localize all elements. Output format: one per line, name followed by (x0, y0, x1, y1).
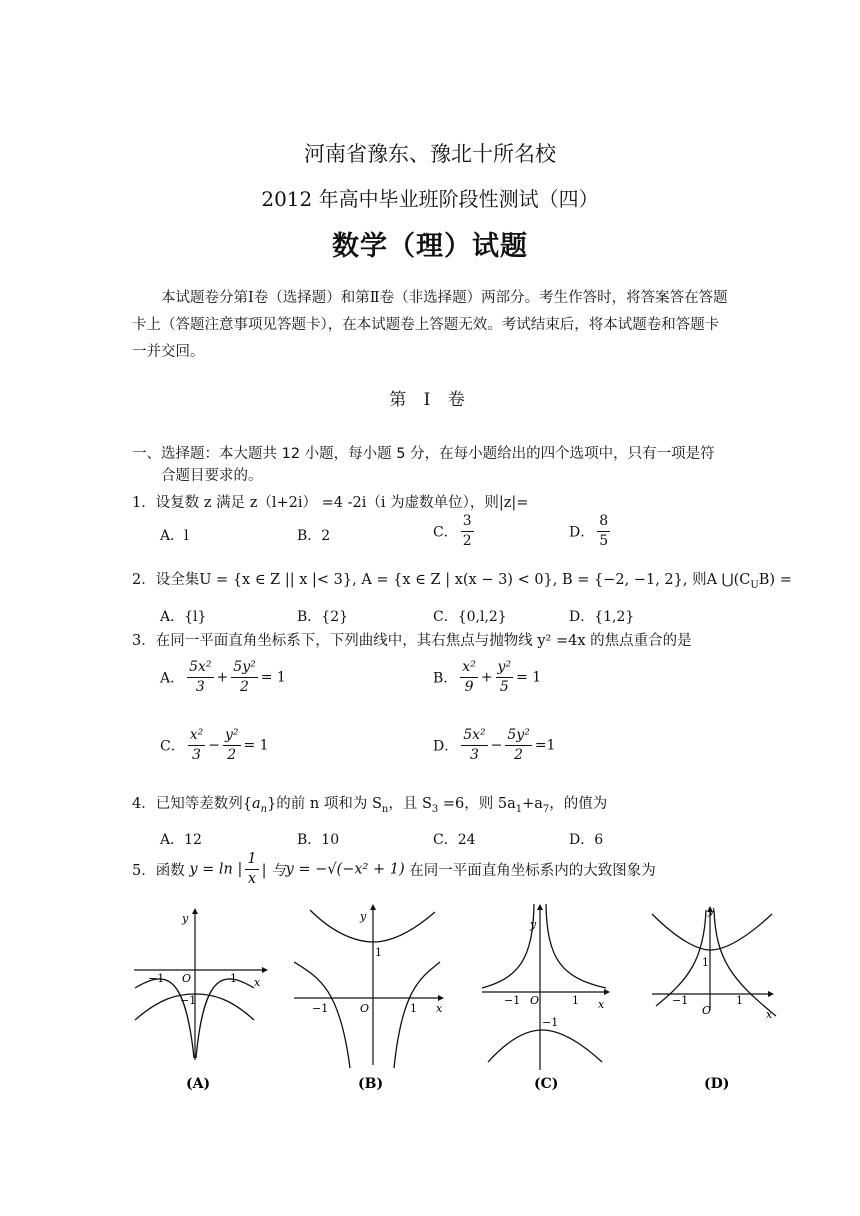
q1-option-c: C． $\frac{3}{2}$ (433, 513, 472, 549)
graph-a-label-neg1-y: −1 (180, 994, 197, 1007)
graph-d (648, 900, 788, 1100)
q1-option-d: D． $\frac{8}{5}$ (569, 513, 609, 549)
graph-c-label-o: O (530, 994, 540, 1007)
q4-stem: 4．已知等差数列$\{a_n\}$的前 n 项和为 $S_n$，且 $S_3 =6$，则 $5a_1+a_7$，的值为 (132, 796, 608, 815)
graph-c (478, 900, 618, 1100)
graph-d-label-1-y: 1 (702, 956, 709, 969)
q5-stem: 5．函数 y = ln | $\frac{1}{x}$ | 与y = −√(−x² + 1) 在同一平面直角坐标系内的大致图象为 (132, 851, 656, 887)
graph-c-caption: (C) (534, 1076, 559, 1092)
q1-stem: 1．设复数 z 满足 z（l+2i） =4 -2i（i 为虚数单位），则|z|= (132, 495, 529, 511)
graph-d-label-1: 1 (736, 994, 743, 1007)
graph-b-label-neg1: −1 (312, 1002, 329, 1015)
graph-d-caption: (D) (704, 1076, 730, 1092)
exam-title: 2012 年高中毕业班阶段性测试（四） (261, 187, 599, 211)
graph-b-label-o: O (360, 1002, 370, 1015)
q4-option-c: C．24 (433, 832, 476, 848)
graph-b-label-1-y: 1 (375, 946, 382, 959)
graph-a-label-neg1: −1 (148, 972, 165, 985)
q3-option-c: C． $\frac{\text{x²}}{3}$ − $\frac{\text{y²}}{2}$ = 1 (160, 727, 269, 763)
graph-c-label-y: y (530, 918, 537, 931)
q2-option-b: B．{2} (297, 609, 349, 625)
q2-option-d: D．{1,2} (569, 609, 635, 625)
q1-option-b: B．2 (297, 528, 331, 544)
graph-a-label-x: x (254, 976, 261, 989)
graph-a-label-y: y (182, 912, 189, 925)
graph-d-label-o: O (702, 1004, 712, 1017)
graph-c-label-1: 1 (572, 994, 579, 1007)
intro-paragraph: 本试题卷分第Ⅰ卷（选择题）和第Ⅱ卷（非选择题）两部分。考生作答时，将答案答在答题卡上（答题注意事项见答题卡），在本试题卷上答题无效。考试结束后，将本试题卷和答题卡一并交回。 (132, 290, 728, 360)
q3-option-b: B． $\frac{\text{x²}}{9}$ + $\frac{\text{y²}}{5}$ = 1 (433, 659, 542, 695)
q2-option-a: A．{l} (160, 609, 207, 625)
graph-b-caption: (B) (358, 1076, 384, 1092)
graph-c-label-neg1: −1 (504, 994, 521, 1007)
graph-d-label-x: x (766, 1008, 773, 1021)
q4-option-b: B．10 (297, 832, 340, 848)
q3-stem: 3．在同一平面直角坐标系下，下列曲线中，其右焦点与抛物线 y² =4x 的焦点重合的是 (132, 633, 692, 649)
graph-d-svg (648, 900, 788, 1100)
graph-d-label-y: y (708, 904, 715, 917)
graph-a-label-o: O (182, 972, 192, 985)
graph-b-label-y: y (360, 910, 367, 923)
graph-c-svg (478, 900, 618, 1100)
subject-title: 数学（理）试题 (332, 231, 528, 262)
graph-b (290, 900, 443, 1100)
graph-d-label-neg1: −1 (672, 994, 689, 1007)
graph-b-label-1: 1 (410, 1002, 417, 1015)
graph-c-label-neg1-y: −1 (542, 1016, 559, 1029)
graph-b-svg (290, 900, 443, 1100)
q2-option-c: C．{0,l,2} (433, 609, 507, 625)
q4-option-a: A．12 (160, 832, 202, 848)
graph-a (130, 900, 270, 1100)
graph-c-label-x: x (598, 998, 605, 1011)
q1-option-a: A．l (160, 528, 189, 544)
section-line-1: 一、选择题：本大题共 12 小题，每小题 5 分，在每小题给出的四个选项中，只有一项是符 (132, 446, 715, 462)
graph-b-label-x: x (436, 1002, 443, 1015)
graph-a-label-1: 1 (230, 972, 237, 985)
graph-a-svg (130, 900, 270, 1100)
school-title: 河南省豫东、豫北十所名校 (304, 142, 556, 166)
q3-option-a: A． $\frac{\text{5x²}}{3}$ + $\frac{\text{5y²}}{2}$ = 1 (160, 659, 286, 695)
q3-option-d: D． $\frac{\text{5x²}}{3}$ − $\frac{\text{5y²}}{2}$ =1 (433, 727, 556, 763)
section-heading (132, 443, 715, 487)
q2-stem: 2．设全集U = {x ∈ Z || x |< 3}, A = {x ∈ Z | x(x − 3) < 0}, B = {−2, −1, 2}, 则A $⋃(C_UB)$ = (132, 572, 792, 591)
section-line-2: 合题目要求的。 (161, 468, 263, 484)
volume-heading: 第 Ⅰ 卷 (389, 390, 471, 410)
graph-a-caption: (A) (186, 1076, 211, 1092)
q4-option-d: D．6 (569, 832, 604, 848)
